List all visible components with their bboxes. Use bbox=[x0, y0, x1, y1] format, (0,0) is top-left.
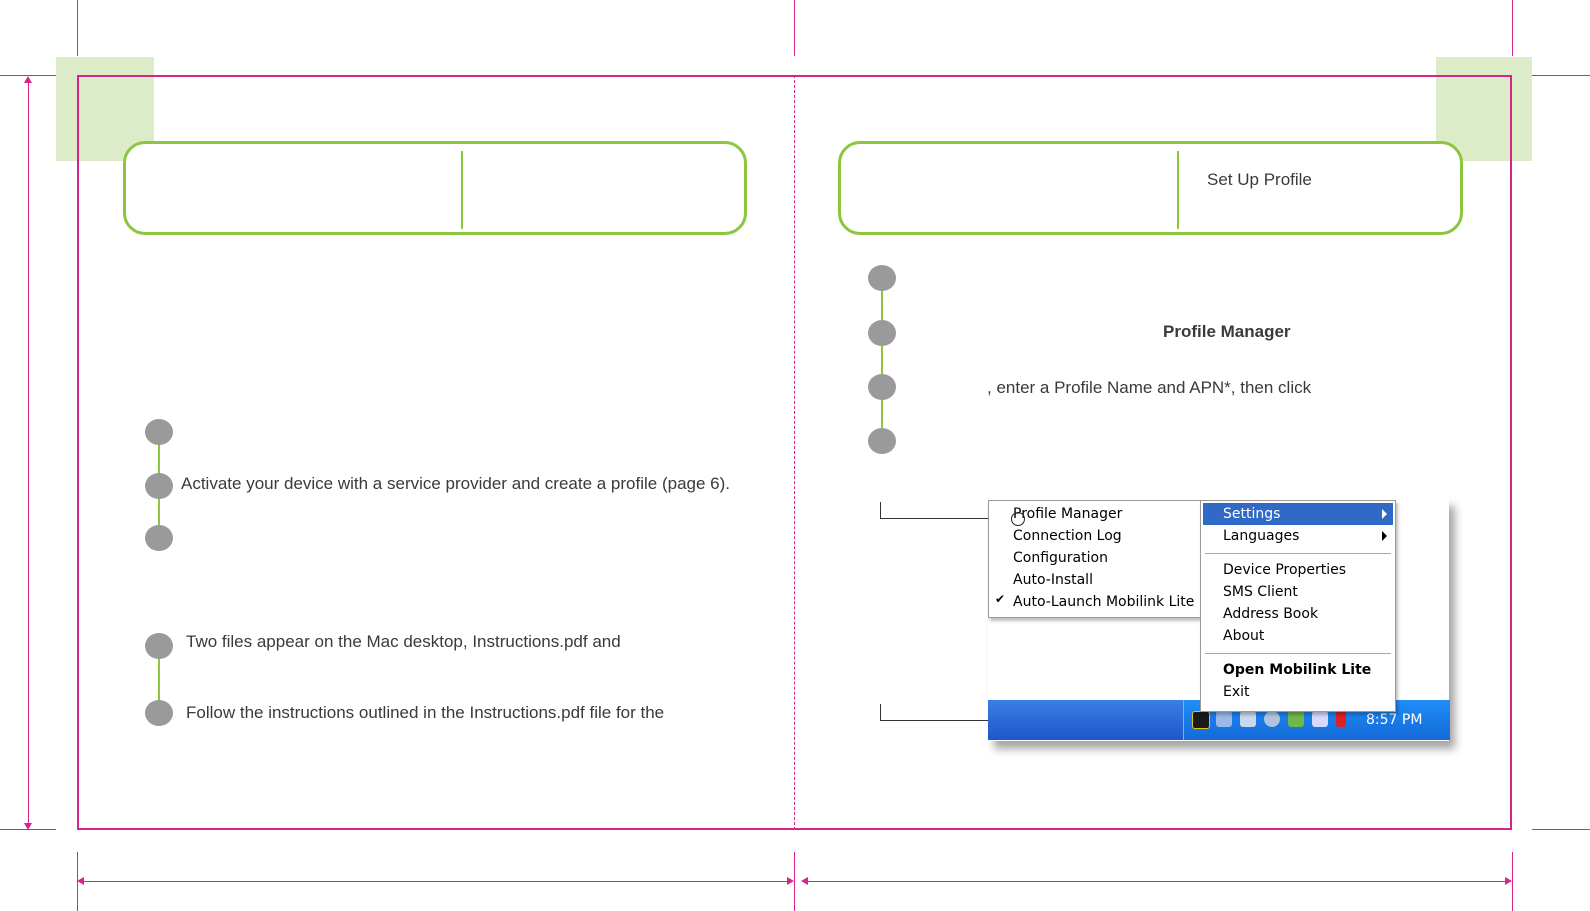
step-text: , enter a Profile Name and APN*, then click bbox=[987, 378, 1312, 397]
menu-separator bbox=[1205, 653, 1391, 655]
crop-mark bbox=[1532, 829, 1590, 830]
step-marker bbox=[145, 419, 173, 445]
menu-separator bbox=[1205, 553, 1391, 555]
checkmark-icon: ✔ bbox=[995, 592, 1006, 606]
dimension-line-horizontal-right bbox=[806, 881, 1506, 882]
step-marker bbox=[145, 473, 173, 499]
step-marker bbox=[868, 265, 896, 291]
dimension-line-vertical bbox=[28, 80, 29, 824]
context-submenu bbox=[988, 500, 1204, 618]
crop-mark bbox=[794, 852, 795, 911]
arrowhead-left bbox=[801, 877, 808, 885]
alert-icon[interactable] bbox=[1336, 711, 1346, 727]
arrowhead-right bbox=[1505, 877, 1512, 885]
section-title: Set Up Profile bbox=[1207, 170, 1312, 189]
arrowhead-down bbox=[24, 823, 32, 830]
header-box-right bbox=[838, 141, 1463, 235]
menu-item-configuration[interactable]: Configuration bbox=[1013, 550, 1108, 566]
crop-mark bbox=[794, 0, 795, 56]
crop-mark bbox=[1512, 852, 1513, 911]
step-text: Two files appear on the Mac desktop, Instructions.pdf and bbox=[186, 632, 621, 651]
menu-item-exit[interactable]: Exit bbox=[1223, 684, 1250, 700]
security-icon[interactable] bbox=[1288, 711, 1304, 727]
arrowhead-right bbox=[787, 877, 794, 885]
menu-item-languages[interactable]: Languages bbox=[1223, 528, 1300, 544]
step-text: Activate your device with a service provider and create a profile (page 6). bbox=[181, 474, 730, 493]
submenu-arrow-icon bbox=[1382, 509, 1387, 519]
dimension-line-horizontal-left bbox=[82, 881, 789, 882]
submenu-arrow-icon bbox=[1382, 531, 1387, 541]
crop-mark bbox=[77, 0, 78, 56]
click-cursor-icon bbox=[1011, 512, 1025, 526]
volume-icon[interactable] bbox=[1264, 711, 1280, 727]
network-icon[interactable] bbox=[1216, 711, 1232, 727]
step-marker bbox=[145, 700, 173, 726]
usb-icon[interactable] bbox=[1312, 711, 1328, 727]
header-box-left bbox=[123, 141, 747, 235]
taskbar bbox=[988, 700, 1183, 740]
fold-line bbox=[794, 75, 795, 830]
menu-item-auto-launch[interactable]: Auto-Launch Mobilink Lite bbox=[1013, 594, 1195, 610]
menu-item-address-book[interactable]: Address Book bbox=[1223, 606, 1319, 622]
tray-menu bbox=[1200, 500, 1396, 712]
menu-item-device-properties[interactable]: Device Properties bbox=[1223, 562, 1347, 578]
step-connector bbox=[881, 285, 883, 445]
step-text: Follow the instructions outlined in the Instructions.pdf file for the bbox=[186, 703, 665, 722]
step-marker bbox=[145, 633, 173, 659]
step-marker bbox=[145, 525, 173, 551]
menu-item-open-mobilink[interactable]: Open Mobilink Lite bbox=[1223, 662, 1372, 678]
tray-clock: 8:57 PM bbox=[1366, 712, 1423, 728]
software-screenshot bbox=[988, 498, 1449, 741]
menu-item-connection-log[interactable]: Connection Log bbox=[1013, 528, 1122, 544]
header-divider-left bbox=[461, 151, 463, 229]
menu-item-sms-client[interactable]: SMS Client bbox=[1223, 584, 1298, 600]
menu-item-about[interactable]: About bbox=[1223, 628, 1265, 644]
crop-mark bbox=[1532, 75, 1590, 76]
header-divider-right bbox=[1177, 151, 1179, 229]
crop-mark bbox=[1512, 0, 1513, 56]
menu-item-auto-install[interactable]: Auto-Install bbox=[1013, 572, 1093, 588]
signal-icon[interactable] bbox=[1192, 711, 1210, 729]
wireless-icon[interactable] bbox=[1240, 711, 1256, 727]
step-marker bbox=[868, 320, 896, 346]
arrowhead-left bbox=[77, 877, 84, 885]
arrowhead-up bbox=[24, 76, 32, 83]
step-marker bbox=[868, 428, 896, 454]
step-text-bold: Profile Manager bbox=[1163, 322, 1291, 341]
menu-item-settings[interactable]: Settings bbox=[1223, 506, 1281, 522]
menu-item-profile-manager[interactable]: Profile Manager bbox=[1013, 506, 1123, 522]
step-marker bbox=[868, 374, 896, 400]
